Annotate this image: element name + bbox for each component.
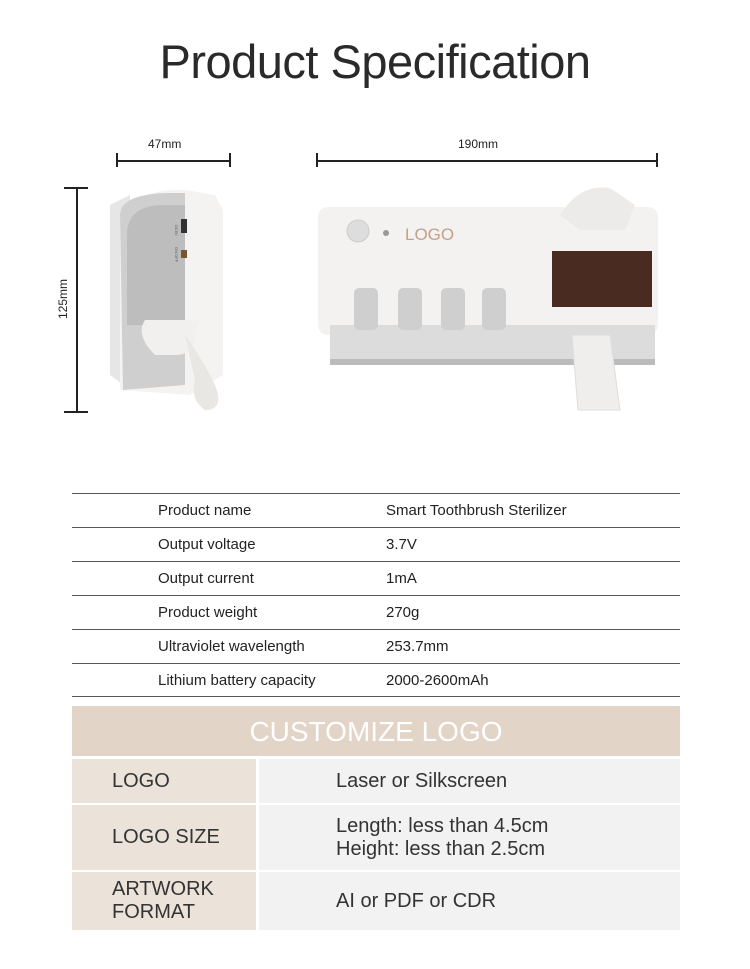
spec-label: Output current [158,570,254,587]
switch-label: ON OFF [174,247,179,263]
customize-label [72,872,256,930]
spec-value: 253.7mm [386,638,449,655]
depth-line [116,160,231,162]
label-text: ARTWORK [112,878,214,900]
spec-label: Output voltage [158,536,256,553]
width-line [316,160,658,162]
table-row [72,595,680,629]
height-label: 125mm [56,279,70,320]
value-text: AI or PDF or CDR [336,889,497,912]
spec-value: 1mA [386,570,417,587]
depth-tick [116,153,118,167]
port-label: DC5V [174,225,179,236]
spec-value: 3.7V [386,536,417,553]
spec-label: Product name [158,502,252,519]
value-text: Laser or Silkscreen [336,769,508,792]
height-tick [64,187,88,189]
table-row [72,493,680,527]
value-text: Length: less than 4.5cm [336,814,549,837]
spec-label: Lithium battery capacity [158,672,316,689]
label-text: LOGO [112,769,170,792]
customize-label [72,805,256,870]
label-text: LOGO SIZE [112,826,220,848]
product-front-view [310,185,690,415]
customize-heading: CUSTOMIZE LOGO [72,706,680,756]
page-title: Product Specification [159,35,591,88]
customize-value [259,759,680,803]
depth-label: 47mm [148,137,182,151]
depth-tick [229,153,231,167]
customize-label [72,759,256,803]
customize-value [259,805,680,870]
width-label: 190mm [458,137,499,151]
spec-label: Product weight [158,604,258,621]
height-line [76,187,78,412]
table-row [72,663,680,697]
table-row [72,629,680,663]
table-row [72,561,680,595]
product-side-view [105,185,235,415]
width-tick [656,153,658,167]
spec-value: Smart Toothbrush Sterilizer [386,502,567,519]
label-text: FORMAT [112,901,195,923]
spec-label: Ultraviolet wavelength [158,638,305,655]
customize-value [259,872,680,930]
height-tick [64,411,88,413]
value-text: Height: less than 2.5cm [336,837,545,860]
width-tick [316,153,318,167]
spec-value: 270g [386,604,420,621]
table-row [72,527,680,561]
spec-value: 2000-2600mAh [386,672,489,689]
product-logo-text: LOGO [405,225,455,244]
